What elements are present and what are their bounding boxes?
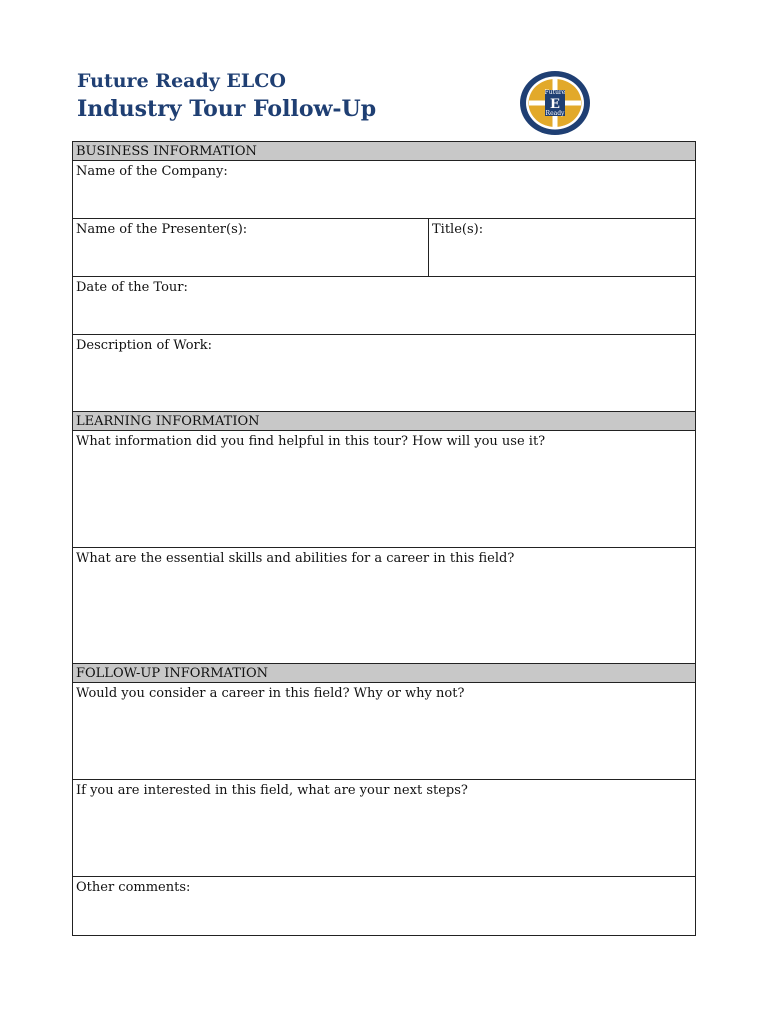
row-presenter	[73, 219, 695, 277]
consider-career-label: Would you consider a career in this field? Why or why not?	[76, 686, 465, 701]
description-field[interactable]	[73, 335, 695, 411]
follow-up-form	[72, 141, 696, 936]
other-comments-label: Other comments:	[76, 880, 191, 895]
row-description	[73, 335, 695, 412]
future-ready-elco-logo	[518, 69, 592, 137]
company-label: Name of the Company:	[76, 164, 228, 179]
logo-text-letter: E	[550, 97, 560, 112]
logo-text-bottom: Ready	[545, 110, 565, 117]
document-subtitle: Future Ready ELCO	[77, 70, 286, 92]
section-header-business: BUSINESS INFORMATION	[73, 142, 695, 161]
other-comments-field[interactable]	[73, 877, 695, 935]
logo-text-top: Future	[544, 89, 566, 96]
row-company	[73, 161, 695, 219]
row-helpful	[73, 431, 695, 548]
presenter-label: Name of the Presenter(s):	[76, 222, 248, 237]
tour-date-field[interactable]	[73, 277, 695, 334]
consider-career-field[interactable]	[73, 683, 695, 779]
company-field[interactable]	[73, 161, 695, 218]
row-comments	[73, 877, 695, 935]
row-consider	[73, 683, 695, 780]
section-header-followup: FOLLOW-UP INFORMATION	[73, 664, 695, 683]
presenter-title-label: Title(s):	[432, 222, 484, 237]
tour-date-label: Date of the Tour:	[76, 280, 188, 295]
presenter-title-field[interactable]	[428, 219, 695, 276]
essential-skills-label: What are the essential skills and abilities for a career in this field?	[76, 551, 515, 566]
presenter-field[interactable]	[73, 219, 428, 276]
row-next-steps	[73, 780, 695, 877]
row-skills	[73, 548, 695, 664]
next-steps-field[interactable]	[73, 780, 695, 876]
row-date	[73, 277, 695, 335]
essential-skills-field[interactable]	[73, 548, 695, 663]
section-header-learning: LEARNING INFORMATION	[73, 412, 695, 431]
description-label: Description of Work:	[76, 338, 213, 353]
helpful-info-label: What information did you find helpful in this tour? How will you use it?	[76, 434, 546, 449]
next-steps-label: If you are interested in this field, what are your next steps?	[76, 783, 468, 798]
document-header	[77, 68, 517, 124]
helpful-info-field[interactable]	[73, 431, 695, 547]
document-title: Industry Tour Follow-Up	[77, 96, 377, 122]
